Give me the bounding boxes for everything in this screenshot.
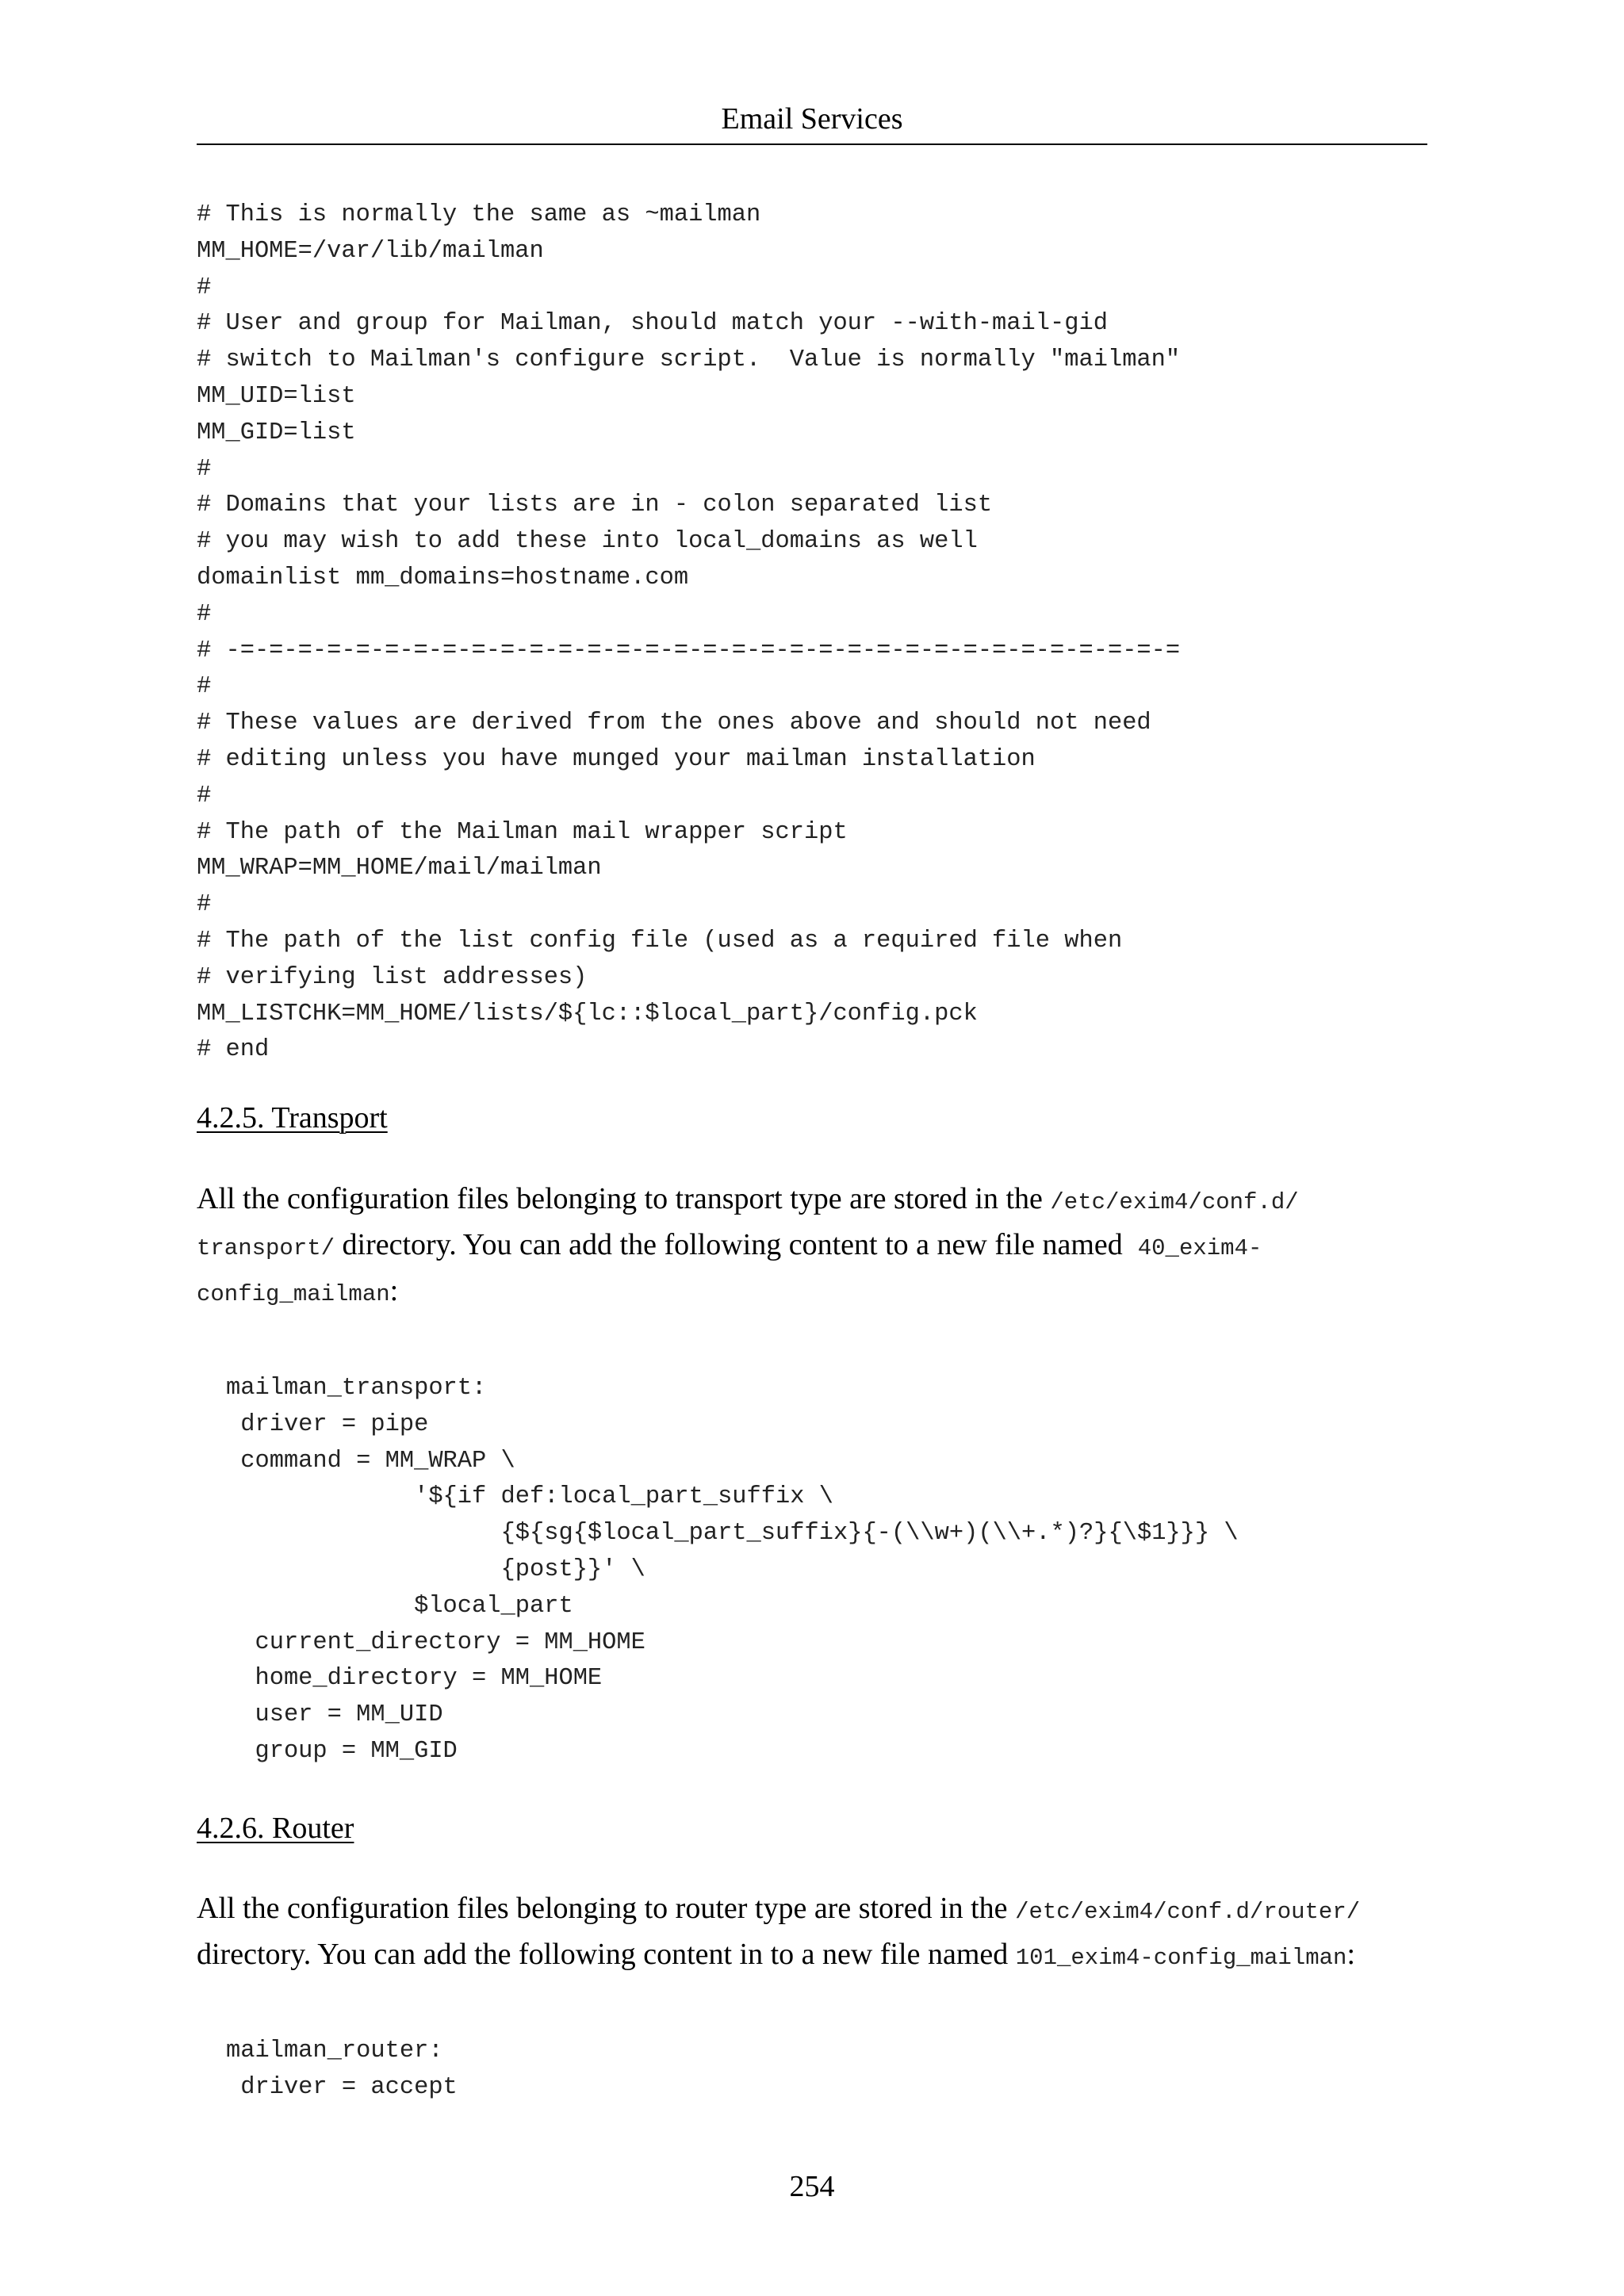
code-line: command = MM_WRAP \ xyxy=(226,1447,515,1475)
code-line: MM_HOME=/var/lib/mailman xyxy=(197,237,544,265)
paragraph-text: : xyxy=(389,1274,399,1307)
code-line: $local_part xyxy=(226,1592,573,1620)
transport-code-block xyxy=(226,1371,1239,1770)
code-line: # editing unless you have munged your mailman installation xyxy=(197,745,1036,773)
section-heading-router: 4.2.6. Router xyxy=(197,1812,354,1845)
code-line: # end xyxy=(197,1036,270,1064)
code-line: # Domains that your lists are in - colon separated list xyxy=(197,492,993,519)
running-header: Email Services xyxy=(721,102,903,136)
inline-code-path: /etc/exim4/conf.d/ xyxy=(1050,1189,1299,1215)
header-rule xyxy=(197,144,1427,145)
code-line: group = MM_GID xyxy=(226,1737,458,1765)
transport-paragraph xyxy=(197,1176,1434,1314)
code-line: current_directory = MM_HOME xyxy=(226,1628,645,1656)
code-line: # xyxy=(197,891,212,919)
code-line: driver = pipe xyxy=(226,1410,429,1438)
config-code-block xyxy=(197,197,1180,1069)
code-line: domainlist mm_domains=hostname.com xyxy=(197,564,689,591)
code-line: # This is normally the same as ~mailman xyxy=(197,201,761,228)
code-line: # xyxy=(197,274,212,301)
code-line: # you may wish to add these into local_domains as well xyxy=(197,528,978,556)
paragraph-text: : xyxy=(1346,1938,1356,1971)
paragraph-text: All the configuration files belonging to transport type are stored in the xyxy=(197,1182,1051,1215)
code-line: # switch to Mailman's configure script. Value is normally "mailman" xyxy=(197,346,1181,374)
inline-code-path: /etc/exim4/conf.d/router/ xyxy=(1015,1899,1361,1925)
code-line: {post}}' \ xyxy=(226,1556,645,1583)
code-line: # -=-=-=-=-=-=-=-=-=-=-=-=-=-=-=-=-=-=-=-=-=-=-=-=-=-=-=-=-=-=-=-=-= xyxy=(197,637,1181,664)
paragraph-line xyxy=(197,1176,1434,1222)
paragraph-text: directory. You can add the following content in to a new file named xyxy=(197,1938,1016,1971)
code-line: # xyxy=(197,782,212,809)
code-line: mailman_router: xyxy=(226,2038,443,2064)
code-line: # User and group for Mailman, should match your --with-mail-gid xyxy=(197,310,1108,338)
code-line: MM_GID=list xyxy=(197,419,356,446)
inline-code-path: transport/ xyxy=(197,1235,335,1261)
code-line: {${sg{$local_part_suffix}{-(\\w+)(\\+.*)?}{\$1}}} \ xyxy=(226,1520,1239,1548)
code-line: driver = accept xyxy=(226,2073,458,2101)
code-line: # The path of the list config file (used as a required file when xyxy=(197,927,1123,955)
code-line: # xyxy=(197,600,212,628)
paragraph-line xyxy=(197,1885,1434,1931)
code-line: MM_LISTCHK=MM_HOME/lists/${lc::$local_part}/config.pck xyxy=(197,1000,978,1027)
page-number: 254 xyxy=(789,2170,835,2203)
section-heading-transport: 4.2.5. Transport xyxy=(197,1101,388,1135)
router-code-block xyxy=(226,2034,458,2107)
code-line: mailman_transport: xyxy=(226,1375,487,1402)
paragraph-text: directory. You can add the following content to a new file named xyxy=(335,1228,1138,1261)
code-line: # The path of the Mailman mail wrapper script xyxy=(197,818,848,846)
code-line: home_directory = MM_HOME xyxy=(226,1665,603,1693)
inline-code-filename: 101_exim4-config_mailman xyxy=(1015,1945,1347,1971)
code-line: # These values are derived from the ones above and should not need xyxy=(197,710,1151,737)
code-line: # verifying list addresses) xyxy=(197,963,588,991)
code-line: '${if def:local_part_suffix \ xyxy=(226,1483,833,1511)
code-line: MM_WRAP=MM_HOME/mail/mailman xyxy=(197,855,602,882)
inline-code-filename: config_mailman xyxy=(197,1281,390,1307)
inline-code-filename: 40_exim4- xyxy=(1137,1235,1262,1261)
paragraph-line xyxy=(197,1931,1434,1977)
paragraph-text: All the configuration files belonging to router type are stored in the xyxy=(197,1892,1016,1925)
code-line: MM_UID=list xyxy=(197,382,356,410)
code-line: user = MM_UID xyxy=(226,1701,443,1729)
code-line: # xyxy=(197,673,212,701)
code-line: # xyxy=(197,455,212,483)
paragraph-line xyxy=(197,1268,1434,1314)
router-paragraph xyxy=(197,1885,1434,1977)
paragraph-line xyxy=(197,1222,1434,1268)
